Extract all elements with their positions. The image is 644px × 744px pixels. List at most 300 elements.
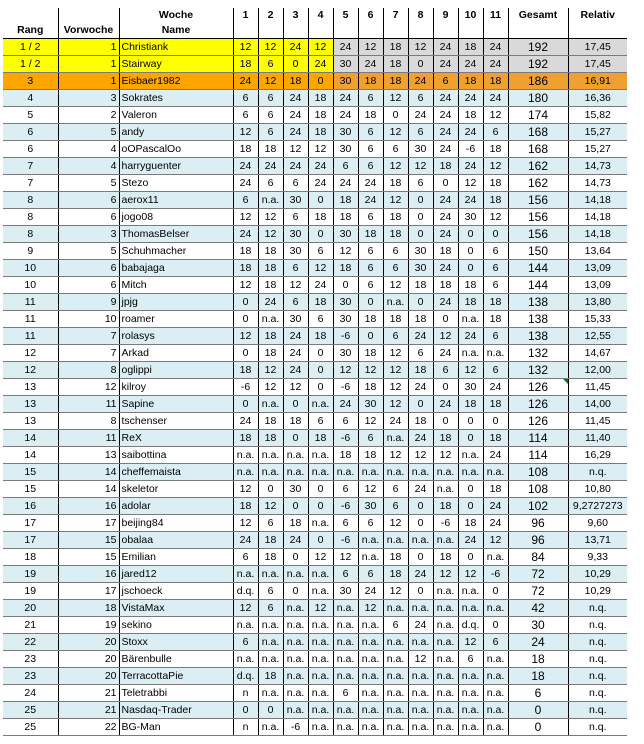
total-cell[interactable]: 168: [508, 124, 568, 141]
week-10-score-cell[interactable]: 24: [458, 192, 483, 209]
week-5-score-cell[interactable]: 0: [333, 277, 358, 294]
week-3-score-cell[interactable]: 18: [283, 413, 308, 430]
week-11-score-cell[interactable]: 12: [483, 209, 508, 226]
week-7-score-cell[interactable]: 18: [383, 566, 408, 583]
week-7-score-cell[interactable]: 6: [383, 141, 408, 158]
relative-cell[interactable]: n.q.: [568, 668, 627, 685]
name-cell[interactable]: saibottina: [119, 447, 233, 464]
week-3-score-cell[interactable]: 0: [283, 549, 308, 566]
week-6-score-cell[interactable]: 6: [358, 209, 383, 226]
week-1-score-cell[interactable]: n.a.: [233, 447, 258, 464]
week-10-score-cell[interactable]: n.a.: [458, 583, 483, 600]
week-11-score-cell[interactable]: 18: [483, 294, 508, 311]
relative-cell[interactable]: 14,67: [568, 345, 627, 362]
relative-cell[interactable]: 13,09: [568, 260, 627, 277]
week-10-score-cell[interactable]: 24: [458, 158, 483, 175]
week-1-score-cell[interactable]: 6: [233, 549, 258, 566]
week-7-score-cell[interactable]: 12: [383, 583, 408, 600]
week-5-score-cell[interactable]: 30: [333, 124, 358, 141]
previous-week-cell[interactable]: 3: [58, 90, 119, 107]
total-cell[interactable]: 156: [508, 192, 568, 209]
relative-cell[interactable]: 11,45: [568, 379, 627, 396]
week-8-score-cell[interactable]: 0: [408, 192, 433, 209]
name-cell[interactable]: roamer: [119, 311, 233, 328]
week-7-score-cell[interactable]: 6: [383, 243, 408, 260]
week-4-score-cell[interactable]: 0: [308, 379, 333, 396]
week-3-score-cell[interactable]: 18: [283, 73, 308, 90]
rank-cell[interactable]: 25: [3, 702, 58, 719]
week-1-score-cell[interactable]: n: [233, 719, 258, 736]
week-11-score-cell[interactable]: 24: [483, 90, 508, 107]
relative-cell[interactable]: 11,40: [568, 430, 627, 447]
week-4-score-cell[interactable]: 6: [308, 311, 333, 328]
relative-cell[interactable]: 17,45: [568, 56, 627, 73]
week-2-score-cell[interactable]: 18: [258, 277, 283, 294]
week-8-score-cell[interactable]: 24: [408, 107, 433, 124]
week-5-score-cell[interactable]: 24: [333, 90, 358, 107]
week-9-score-cell[interactable]: 24: [433, 226, 458, 243]
week-7-score-cell[interactable]: 18: [383, 73, 408, 90]
total-cell[interactable]: 162: [508, 175, 568, 192]
relative-cell[interactable]: 10,29: [568, 566, 627, 583]
week-3-score-cell[interactable]: 30: [283, 243, 308, 260]
week-6-score-cell[interactable]: 24: [358, 192, 383, 209]
relative-cell[interactable]: 14,73: [568, 158, 627, 175]
relative-cell[interactable]: 16,91: [568, 73, 627, 90]
week-6-score-cell[interactable]: n.a.: [358, 464, 383, 481]
week-2-score-cell[interactable]: 6: [258, 583, 283, 600]
week-6-score-cell[interactable]: 12: [358, 481, 383, 498]
week-9-score-cell[interactable]: 0: [433, 175, 458, 192]
week-2-score-cell[interactable]: 18: [258, 328, 283, 345]
week-9-score-cell[interactable]: n.a.: [433, 685, 458, 702]
week-7-score-cell[interactable]: 12: [383, 396, 408, 413]
week-10-score-cell[interactable]: n.a.: [458, 345, 483, 362]
week-7-score-cell[interactable]: n.a.: [383, 430, 408, 447]
relative-cell[interactable]: 13,09: [568, 277, 627, 294]
week-5-score-cell[interactable]: n.a.: [333, 719, 358, 736]
week-3-score-cell[interactable]: n.a.: [283, 617, 308, 634]
relative-cell[interactable]: 14,18: [568, 209, 627, 226]
week-8-score-cell[interactable]: 24: [408, 379, 433, 396]
week-7-score-cell[interactable]: 12: [383, 447, 408, 464]
week-3-score-cell[interactable]: n.a.: [283, 600, 308, 617]
week-1-score-cell[interactable]: n: [233, 685, 258, 702]
week-9-score-cell[interactable]: 24: [433, 192, 458, 209]
relative-cell[interactable]: 9,2727273: [568, 498, 627, 515]
name-cell[interactable]: Stairway: [119, 56, 233, 73]
previous-week-cell[interactable]: 17: [58, 515, 119, 532]
week-8-score-cell[interactable]: n.a.: [408, 634, 433, 651]
week-11-score-cell[interactable]: n.a.: [483, 600, 508, 617]
rank-cell[interactable]: 22: [3, 634, 58, 651]
name-cell[interactable]: skeletor: [119, 481, 233, 498]
rank-cell[interactable]: 17: [3, 532, 58, 549]
week-6-score-cell[interactable]: n.a.: [358, 668, 383, 685]
week-11-score-cell[interactable]: 6: [483, 277, 508, 294]
week-2-score-cell[interactable]: 24: [258, 294, 283, 311]
week-11-score-cell[interactable]: 0: [483, 617, 508, 634]
week-6-score-cell[interactable]: 6: [358, 158, 383, 175]
week-7-score-cell[interactable]: n.a.: [383, 719, 408, 736]
week-10-score-cell[interactable]: 30: [458, 379, 483, 396]
week-6-score-cell[interactable]: 18: [358, 379, 383, 396]
week-4-score-cell[interactable]: 0: [308, 481, 333, 498]
rank-cell[interactable]: 24: [3, 685, 58, 702]
week-1-score-cell[interactable]: -6: [233, 379, 258, 396]
name-cell[interactable]: rolasys: [119, 328, 233, 345]
week-3-score-cell[interactable]: 6: [283, 209, 308, 226]
total-cell[interactable]: 108: [508, 481, 568, 498]
week-3-score-cell[interactable]: 12: [283, 277, 308, 294]
week-5-score-cell[interactable]: 12: [333, 362, 358, 379]
week-11-score-cell[interactable]: 24: [483, 498, 508, 515]
week-5-score-cell[interactable]: 30: [333, 311, 358, 328]
week-11-score-cell[interactable]: 0: [483, 226, 508, 243]
week-4-score-cell[interactable]: n.a.: [308, 515, 333, 532]
week-1-score-cell[interactable]: 6: [233, 107, 258, 124]
week-10-score-cell[interactable]: n.a.: [458, 702, 483, 719]
week-5-score-cell[interactable]: -6: [333, 498, 358, 515]
relative-cell[interactable]: 12,55: [568, 328, 627, 345]
week-10-score-cell[interactable]: n.a.: [458, 719, 483, 736]
week-3-score-cell[interactable]: 12: [283, 141, 308, 158]
week-4-score-cell[interactable]: 6: [308, 243, 333, 260]
name-cell[interactable]: andy: [119, 124, 233, 141]
week-4-score-cell[interactable]: n.a.: [308, 719, 333, 736]
week-9-score-cell[interactable]: 0: [433, 379, 458, 396]
total-cell[interactable]: 180: [508, 90, 568, 107]
name-cell[interactable]: jared12: [119, 566, 233, 583]
total-cell[interactable]: 126: [508, 396, 568, 413]
week-8-score-cell[interactable]: 30: [408, 243, 433, 260]
week-7-score-cell[interactable]: n.a.: [383, 651, 408, 668]
week-7-score-cell[interactable]: 12: [383, 277, 408, 294]
week-8-score-cell[interactable]: 6: [408, 124, 433, 141]
name-cell[interactable]: Arkad: [119, 345, 233, 362]
week-9-score-cell[interactable]: 24: [433, 107, 458, 124]
week-4-score-cell[interactable]: 24: [308, 175, 333, 192]
week-5-score-cell[interactable]: 30: [333, 141, 358, 158]
week-6-score-cell[interactable]: n.a.: [358, 532, 383, 549]
week-3-score-cell[interactable]: n.a.: [283, 447, 308, 464]
week-5-score-cell[interactable]: n.a.: [333, 634, 358, 651]
week-7-score-cell[interactable]: 18: [383, 175, 408, 192]
rank-cell[interactable]: 3: [3, 73, 58, 90]
week-6-score-cell[interactable]: 12: [358, 39, 383, 56]
week-6-score-cell[interactable]: 6: [358, 124, 383, 141]
previous-week-cell[interactable]: 5: [58, 243, 119, 260]
week-6-score-cell[interactable]: 6: [358, 141, 383, 158]
week-2-score-cell[interactable]: n.a.: [258, 617, 283, 634]
rank-cell[interactable]: 14: [3, 430, 58, 447]
week-2-score-cell[interactable]: 18: [258, 532, 283, 549]
name-cell[interactable]: Christiank: [119, 39, 233, 56]
week-9-score-cell[interactable]: 18: [433, 277, 458, 294]
total-cell[interactable]: 138: [508, 294, 568, 311]
week-5-score-cell[interactable]: n.a.: [333, 617, 358, 634]
week-3-score-cell[interactable]: 0: [283, 583, 308, 600]
previous-week-cell[interactable]: 10: [58, 311, 119, 328]
total-cell[interactable]: 24: [508, 634, 568, 651]
week-5-score-cell[interactable]: -6: [333, 532, 358, 549]
week-11-score-cell[interactable]: 12: [483, 107, 508, 124]
week-6-score-cell[interactable]: 24: [358, 583, 383, 600]
week-4-score-cell[interactable]: n.a.: [308, 634, 333, 651]
total-cell[interactable]: 144: [508, 277, 568, 294]
relative-cell[interactable]: 13,64: [568, 243, 627, 260]
week-3-score-cell[interactable]: 24: [283, 90, 308, 107]
previous-week-cell[interactable]: 13: [58, 447, 119, 464]
week-8-score-cell[interactable]: 0: [408, 209, 433, 226]
week-1-score-cell[interactable]: 0: [233, 345, 258, 362]
week-4-score-cell[interactable]: 0: [308, 362, 333, 379]
week-5-score-cell[interactable]: n.a.: [333, 651, 358, 668]
week-7-score-cell[interactable]: 6: [383, 498, 408, 515]
total-cell[interactable]: 72: [508, 566, 568, 583]
week-11-score-cell[interactable]: 6: [483, 243, 508, 260]
week-4-score-cell[interactable]: 18: [308, 90, 333, 107]
week-8-score-cell[interactable]: n.a.: [408, 668, 433, 685]
week-8-score-cell[interactable]: 6: [408, 175, 433, 192]
week-2-score-cell[interactable]: 6: [258, 600, 283, 617]
week-9-score-cell[interactable]: 18: [433, 430, 458, 447]
week-8-score-cell[interactable]: 18: [408, 277, 433, 294]
week-11-score-cell[interactable]: -6: [483, 566, 508, 583]
rank-cell[interactable]: 12: [3, 362, 58, 379]
week-4-score-cell[interactable]: n.a.: [308, 583, 333, 600]
rank-cell[interactable]: 1 / 2: [3, 39, 58, 56]
week-7-score-cell[interactable]: 12: [383, 90, 408, 107]
week-10-score-cell[interactable]: 18: [458, 396, 483, 413]
week-1-score-cell[interactable]: n.a.: [233, 464, 258, 481]
week-1-score-cell[interactable]: 12: [233, 600, 258, 617]
week-9-score-cell[interactable]: 24: [433, 39, 458, 56]
week-11-score-cell[interactable]: n.a.: [483, 702, 508, 719]
week-9-score-cell[interactable]: 18: [433, 158, 458, 175]
name-cell[interactable]: Schuhmacher: [119, 243, 233, 260]
week-1-score-cell[interactable]: 24: [233, 158, 258, 175]
week-2-score-cell[interactable]: n.a.: [258, 634, 283, 651]
rank-cell[interactable]: 7: [3, 158, 58, 175]
rank-cell[interactable]: 10: [3, 277, 58, 294]
week-8-score-cell[interactable]: 6: [408, 345, 433, 362]
week-8-score-cell[interactable]: 0: [408, 515, 433, 532]
week-4-score-cell[interactable]: 0: [308, 73, 333, 90]
week-5-score-cell[interactable]: 6: [333, 413, 358, 430]
week-4-score-cell[interactable]: 18: [308, 294, 333, 311]
week-5-score-cell[interactable]: -6: [333, 430, 358, 447]
rank-cell[interactable]: 6: [3, 141, 58, 158]
week-10-score-cell[interactable]: 12: [458, 175, 483, 192]
week-8-score-cell[interactable]: 30: [408, 141, 433, 158]
total-cell[interactable]: 138: [508, 311, 568, 328]
total-cell[interactable]: 132: [508, 345, 568, 362]
week-11-score-cell[interactable]: 18: [483, 481, 508, 498]
week-6-score-cell[interactable]: 18: [358, 345, 383, 362]
week-11-score-cell[interactable]: 0: [483, 583, 508, 600]
name-cell[interactable]: tschenser: [119, 413, 233, 430]
week-7-score-cell[interactable]: 18: [383, 311, 408, 328]
total-cell[interactable]: 114: [508, 430, 568, 447]
relative-cell[interactable]: 15,27: [568, 124, 627, 141]
name-cell[interactable]: beijing84: [119, 515, 233, 532]
name-cell[interactable]: BG-Man: [119, 719, 233, 736]
week-11-score-cell[interactable]: 6: [483, 634, 508, 651]
total-cell[interactable]: 30: [508, 617, 568, 634]
week-11-score-cell[interactable]: 24: [483, 515, 508, 532]
week-3-score-cell[interactable]: n.a.: [283, 685, 308, 702]
week-4-score-cell[interactable]: 18: [308, 209, 333, 226]
previous-week-cell[interactable]: 5: [58, 175, 119, 192]
week-10-score-cell[interactable]: 18: [458, 515, 483, 532]
relative-cell[interactable]: 14,73: [568, 175, 627, 192]
name-cell[interactable]: Stoxx: [119, 634, 233, 651]
week-5-score-cell[interactable]: 18: [333, 447, 358, 464]
week-7-score-cell[interactable]: 6: [383, 481, 408, 498]
name-cell[interactable]: VistaMax: [119, 600, 233, 617]
week-4-score-cell[interactable]: 0: [308, 532, 333, 549]
week-9-score-cell[interactable]: 24: [433, 345, 458, 362]
week-9-score-cell[interactable]: n.a.: [433, 532, 458, 549]
week-6-score-cell[interactable]: 12: [358, 413, 383, 430]
week-7-score-cell[interactable]: n.a.: [383, 685, 408, 702]
total-cell[interactable]: 0: [508, 702, 568, 719]
week-10-score-cell[interactable]: n.a.: [458, 447, 483, 464]
previous-week-cell[interactable]: 14: [58, 464, 119, 481]
week-1-score-cell[interactable]: 6: [233, 634, 258, 651]
week-2-score-cell[interactable]: n.a.: [258, 447, 283, 464]
week-8-score-cell[interactable]: 0: [408, 294, 433, 311]
week-5-score-cell[interactable]: 6: [333, 158, 358, 175]
week-7-score-cell[interactable]: n.a.: [383, 668, 408, 685]
name-cell[interactable]: oglippi: [119, 362, 233, 379]
week-10-score-cell[interactable]: 0: [458, 226, 483, 243]
week-2-score-cell[interactable]: 18: [258, 243, 283, 260]
week-7-score-cell[interactable]: 6: [383, 260, 408, 277]
week-5-score-cell[interactable]: 18: [333, 192, 358, 209]
week-2-score-cell[interactable]: 12: [258, 73, 283, 90]
week-5-score-cell[interactable]: 24: [333, 39, 358, 56]
relative-cell[interactable]: n.q.: [568, 617, 627, 634]
total-cell[interactable]: 108: [508, 464, 568, 481]
week-9-score-cell[interactable]: 18: [433, 549, 458, 566]
week-5-score-cell[interactable]: 30: [333, 583, 358, 600]
week-7-score-cell[interactable]: n.a.: [383, 532, 408, 549]
week-2-score-cell[interactable]: n.a.: [258, 651, 283, 668]
week-10-score-cell[interactable]: 24: [458, 90, 483, 107]
previous-week-cell[interactable]: 4: [58, 158, 119, 175]
week-2-score-cell[interactable]: 6: [258, 124, 283, 141]
week-2-score-cell[interactable]: 18: [258, 260, 283, 277]
week-8-score-cell[interactable]: 12: [408, 158, 433, 175]
relative-cell[interactable]: 15,27: [568, 141, 627, 158]
total-cell[interactable]: 96: [508, 532, 568, 549]
week-11-score-cell[interactable]: 24: [483, 56, 508, 73]
week-5-score-cell[interactable]: 6: [333, 481, 358, 498]
previous-week-cell[interactable]: 1: [58, 73, 119, 90]
previous-week-cell[interactable]: 2: [58, 107, 119, 124]
week-1-score-cell[interactable]: d.q.: [233, 668, 258, 685]
week-9-score-cell[interactable]: n.a.: [433, 600, 458, 617]
name-cell[interactable]: jschoeck: [119, 583, 233, 600]
relative-cell[interactable]: 9,33: [568, 549, 627, 566]
week-5-score-cell[interactable]: 30: [333, 73, 358, 90]
week-3-score-cell[interactable]: 0: [283, 396, 308, 413]
rank-cell[interactable]: 1 / 2: [3, 56, 58, 73]
week-4-score-cell[interactable]: n.a.: [308, 668, 333, 685]
name-cell[interactable]: ReX: [119, 430, 233, 447]
week-3-score-cell[interactable]: 12: [283, 379, 308, 396]
rank-cell[interactable]: 19: [3, 583, 58, 600]
week-11-score-cell[interactable]: 24: [483, 447, 508, 464]
previous-week-cell[interactable]: 7: [58, 345, 119, 362]
week-1-score-cell[interactable]: 18: [233, 243, 258, 260]
week-4-score-cell[interactable]: 6: [308, 413, 333, 430]
previous-week-cell[interactable]: 11: [58, 430, 119, 447]
week-10-score-cell[interactable]: 18: [458, 107, 483, 124]
week-10-score-cell[interactable]: n.a.: [458, 668, 483, 685]
previous-week-cell[interactable]: 20: [58, 668, 119, 685]
week-2-score-cell[interactable]: n.a.: [258, 719, 283, 736]
week-4-score-cell[interactable]: 12: [308, 549, 333, 566]
week-10-score-cell[interactable]: n.a.: [458, 685, 483, 702]
week-5-score-cell[interactable]: n.a.: [333, 702, 358, 719]
week-2-score-cell[interactable]: n.a.: [258, 311, 283, 328]
week-6-score-cell[interactable]: 24: [358, 175, 383, 192]
week-8-score-cell[interactable]: 0: [408, 583, 433, 600]
week-1-score-cell[interactable]: 18: [233, 141, 258, 158]
previous-week-cell[interactable]: 15: [58, 532, 119, 549]
week-4-score-cell[interactable]: 18: [308, 430, 333, 447]
week-10-score-cell[interactable]: 24: [458, 328, 483, 345]
relative-cell[interactable]: n.q.: [568, 634, 627, 651]
rank-cell[interactable]: 15: [3, 481, 58, 498]
week-4-score-cell[interactable]: n.a.: [308, 566, 333, 583]
previous-week-cell[interactable]: 11: [58, 396, 119, 413]
week-6-score-cell[interactable]: 24: [358, 56, 383, 73]
week-3-score-cell[interactable]: 30: [283, 192, 308, 209]
week-1-score-cell[interactable]: 24: [233, 413, 258, 430]
week-3-score-cell[interactable]: 6: [283, 175, 308, 192]
relative-cell[interactable]: 9,60: [568, 515, 627, 532]
previous-week-cell[interactable]: 16: [58, 566, 119, 583]
week-11-score-cell[interactable]: 6: [483, 328, 508, 345]
rank-cell[interactable]: 20: [3, 600, 58, 617]
week-6-score-cell[interactable]: 12: [358, 362, 383, 379]
rank-cell[interactable]: 15: [3, 464, 58, 481]
rank-cell[interactable]: 25: [3, 719, 58, 736]
week-2-score-cell[interactable]: 18: [258, 668, 283, 685]
week-5-score-cell[interactable]: 18: [333, 209, 358, 226]
rank-cell[interactable]: 13: [3, 413, 58, 430]
previous-week-cell[interactable]: 16: [58, 498, 119, 515]
week-3-score-cell[interactable]: 0: [283, 56, 308, 73]
week-5-score-cell[interactable]: -6: [333, 379, 358, 396]
week-9-score-cell[interactable]: n.a.: [433, 651, 458, 668]
name-cell[interactable]: jpjg: [119, 294, 233, 311]
week-1-score-cell[interactable]: 18: [233, 260, 258, 277]
week-2-score-cell[interactable]: 18: [258, 430, 283, 447]
week-10-score-cell[interactable]: 30: [458, 209, 483, 226]
total-cell[interactable]: 6: [508, 685, 568, 702]
week-2-score-cell[interactable]: 18: [258, 345, 283, 362]
rank-cell[interactable]: 19: [3, 566, 58, 583]
week-1-score-cell[interactable]: 12: [233, 277, 258, 294]
total-cell[interactable]: 156: [508, 209, 568, 226]
week-10-score-cell[interactable]: n.a.: [458, 600, 483, 617]
week-11-score-cell[interactable]: 18: [483, 396, 508, 413]
